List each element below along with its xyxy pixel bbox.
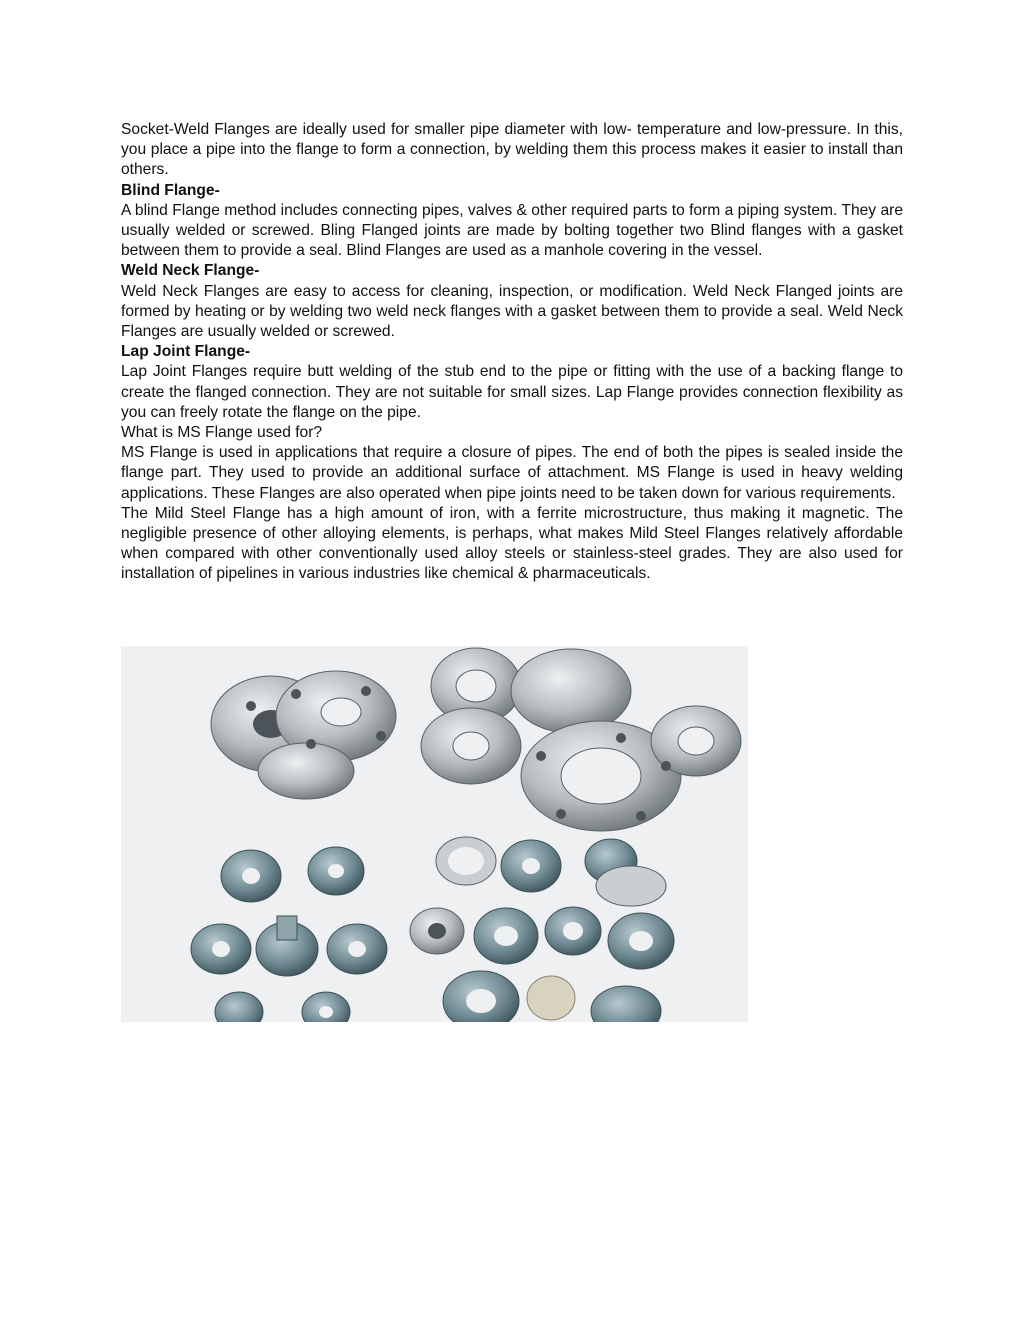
article-body	[121, 120, 903, 585]
lap-joint-flange-heading: Lap Joint Flange-	[121, 343, 251, 361]
flanges-photo	[121, 646, 748, 1022]
ms-flange-paragraph: MS Flange is used in applications that require a closure of pipes. The end of both the pipes is sealed inside the flange part. They used to provide an additional surface of attachment. MS Flange is used in heavy welding applications. These Flanges are also operated when pipe joints need to be taken down for various requirements.	[121, 444, 903, 502]
blind-flange-heading: Blind Flange-	[121, 181, 220, 199]
mild-steel-paragraph: The Mild Steel Flange has a high amount of iron, with a ferrite microstructure, thus making it magnetic. The negligible presence of other alloying elements, is perhaps, what makes Mild Steel Flanges relatively affordable when compared with other conventionally used alloy steels or stainless-steel grades. They are also used for installation of pipelines in various industries like chemical & pharmaceuticals.	[121, 504, 903, 583]
lap-joint-flange-paragraph: Lap Joint Flanges require butt welding of the stub end to the pipe or fitting with the use of a backing flange to create the flanged connection. They are not suitable for small sizes. Lap Flange provides connection flexibility as you can freely rotate the flange on the pipe.	[121, 363, 903, 421]
weld-neck-flange-paragraph: Weld Neck Flanges are easy to access for cleaning, inspection, or modification. Weld Neck Flanged joints are formed by heating or by welding two weld neck flanges with a gasket between them to provide a seal. Weld Neck Flanges are usually welded or screwed.	[121, 282, 903, 341]
weld-neck-flange-heading: Weld Neck Flange-	[121, 262, 260, 280]
ms-flange-question: What is MS Flange used for?	[121, 424, 323, 442]
socket-weld-paragraph: Socket-Weld Flanges are ideally used for smaller pipe diameter with low- temperature and low-pressure. In this, you place a pipe into the flange to form a connection, by welding them this process makes it easier to install than others.	[121, 121, 903, 179]
flanges-illustration	[121, 646, 748, 1022]
blind-flange-paragraph: A blind Flange method includes connecting pipes, valves & other required parts to form a piping system. They are usually welded or screwed. Bling Flanged joints are made by bolting together two Blind flanges with a gasket between them to provide a seal. Blind Flanges are used as a manhole covering in the vessel.	[121, 201, 903, 260]
